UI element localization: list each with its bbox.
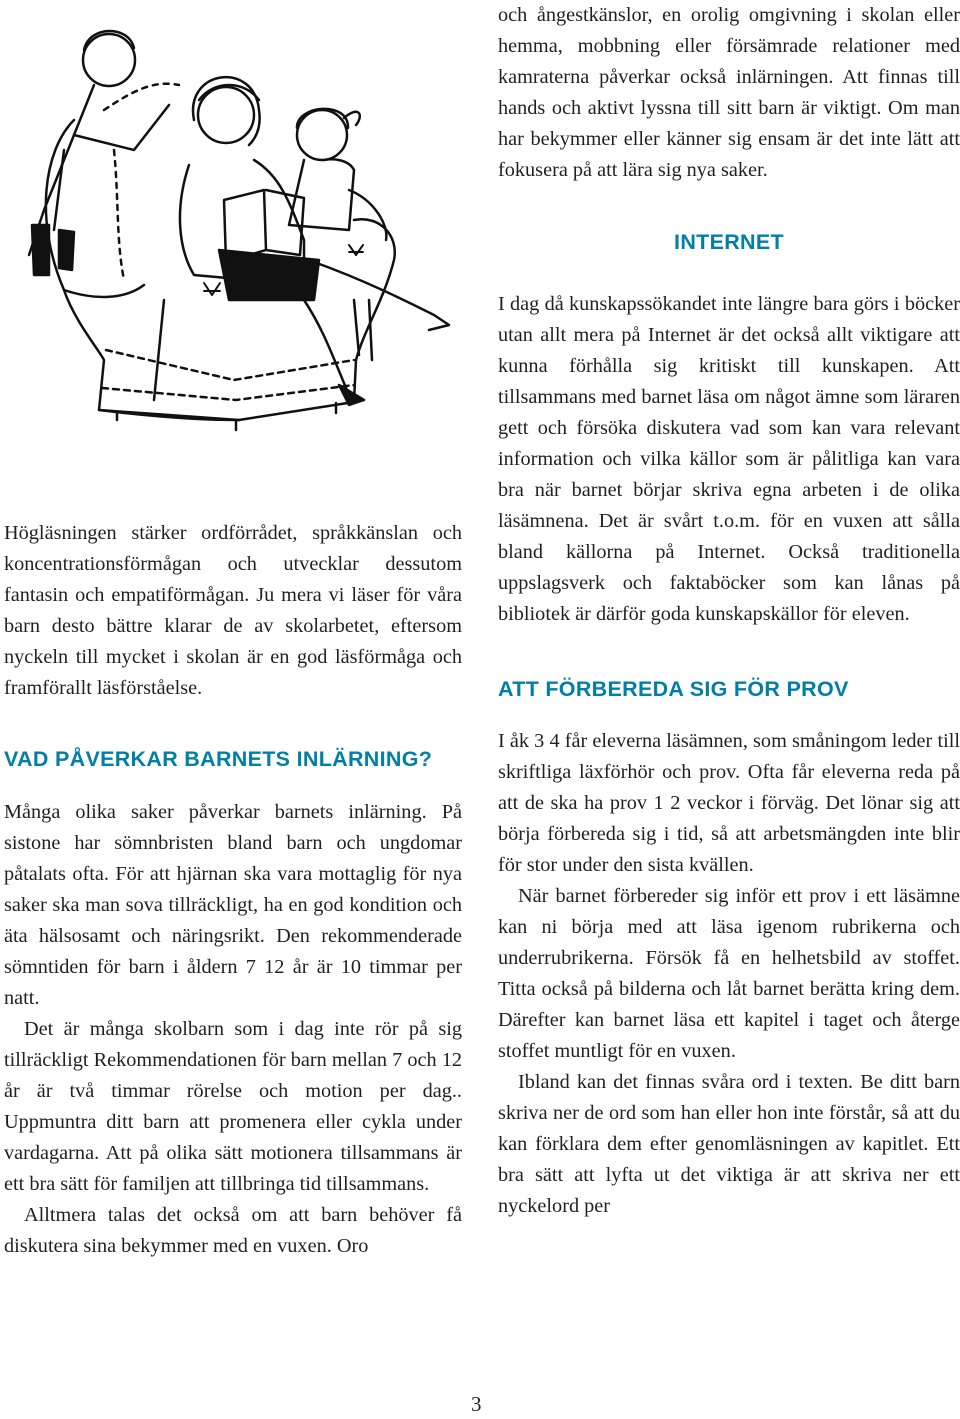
heading-vad-paverkar: VAD PÅVERKAR BARNETS INLÄRNING?	[4, 747, 433, 771]
body-paragraph: Det är många skolbarn som i dag inte rör på sig tillräckligt Rekommendationen för barn mellan 7 och 12 år är två timmar rörelse och motion per dag.. Uppmuntra ditt barn att promenera eller cykla under vardagarna. Att på olika sätt motionera tillsammans är ett bra sätt för familjen att tillbringa tid tillsammans.	[4, 1018, 462, 1195]
continuation-paragraph: och ångestkänslor, en orolig omgivning i skolan eller hemma, mobbning eller försämrade relationer med kamraterna påverkar också inlärningen. Att finnas till hands och aktivt lyssna till sitt barn är viktigt. Om man har bekymmer eller känner sig ensam är det inte lätt att fokusera på att lära sig nya saker.	[498, 4, 960, 181]
heading-prov: ATT FÖRBEREDA SIG FÖR PROV	[498, 677, 849, 701]
body-paragraph: När barnet förbereder sig inför ett prov i ett läsämne kan ni börja med att läsa igenom rubrikerna och underrubrikerna. Försök få en helhetsbild av stoffet. Titta också på bilderna och låt barnet berätta kring dem. Därefter kan barnet läsa ett kapitel i taget och återge stoffet muntligt för en vuxen.	[498, 885, 960, 1062]
internet-paragraph: I dag då kunskapssökandet inte längre bara görs i böcker utan allt mera på Internet är det också allt viktigare att kunna förhålla sig kritiskt till kunskapen. Att tillsammans med barnet läsa om något ämne som läraren gett och försöka diskutera vad som kan vara relevant information och vilka källor som är pålitliga kan vara bra när barnet börjar skriva egna arbeten i de olika läsämnena. Det är svårt t.o.m. för en vuxen att sålla bland källorna på Internet. Också traditionella uppslagsverk och faktaböcker som kan lånas på bibliotek är därför goda kunskapskällor för eleven.	[498, 293, 960, 625]
intro-paragraph: Högläsningen stärker ordförrådet, språkkänslan och koncentrationsförmågan och utvecklar dessutom fantasin och empatiförmågan. Ju mera vi läser för våra barn desto bättre klarar de av skolarbetet, eftersom nyckeln till mycket i skolan är en god läsförmåga och framförallt läsförståelse.	[4, 522, 462, 699]
right-column	[498, 0, 960, 1222]
reading-family-illustration	[4, 0, 474, 500]
heading-internet: INTERNET	[674, 230, 784, 254]
body-paragraph: Många olika saker påverkar barnets inlärning. På sistone har sömnbristen bland barn och ungdomar påtalats ofta. För att hjärnan ska vara mottaglig för nya saker ska man sova tillräckligt, ha en god kondition och äta hälsosamt och näringsrikt. Den rekommenderade sömntiden för barn i åldern 7 12 år är 10 timmar per natt.	[4, 801, 462, 1009]
page-number: 3	[471, 1392, 482, 1416]
body-paragraph: I åk 3 4 får eleverna läsämnen, som småningom leder till skriftliga läxförhör och prov. Ofta får eleverna reda på att de ska ha prov 1 2 veckor i förväg. Det lönar sig att börja förbereda sig i tid, så att arbetsmängden inte blir för stor under den sista kvällen.	[498, 730, 960, 876]
body-paragraph: Alltmera talas det också om att barn behöver få diskutera sina bekymmer med en vuxen. Oro	[4, 1204, 462, 1257]
left-column	[4, 518, 462, 1262]
body-paragraph: Ibland kan det finnas svåra ord i texten. Be ditt barn skriva ner de ord som han eller hon inte förstår, så att du kan förklara dem efter genomläsningen av kapitlet. Ett bra sätt att lyfta ut det viktiga är att skriva ner ett nyckelord per	[498, 1071, 960, 1217]
